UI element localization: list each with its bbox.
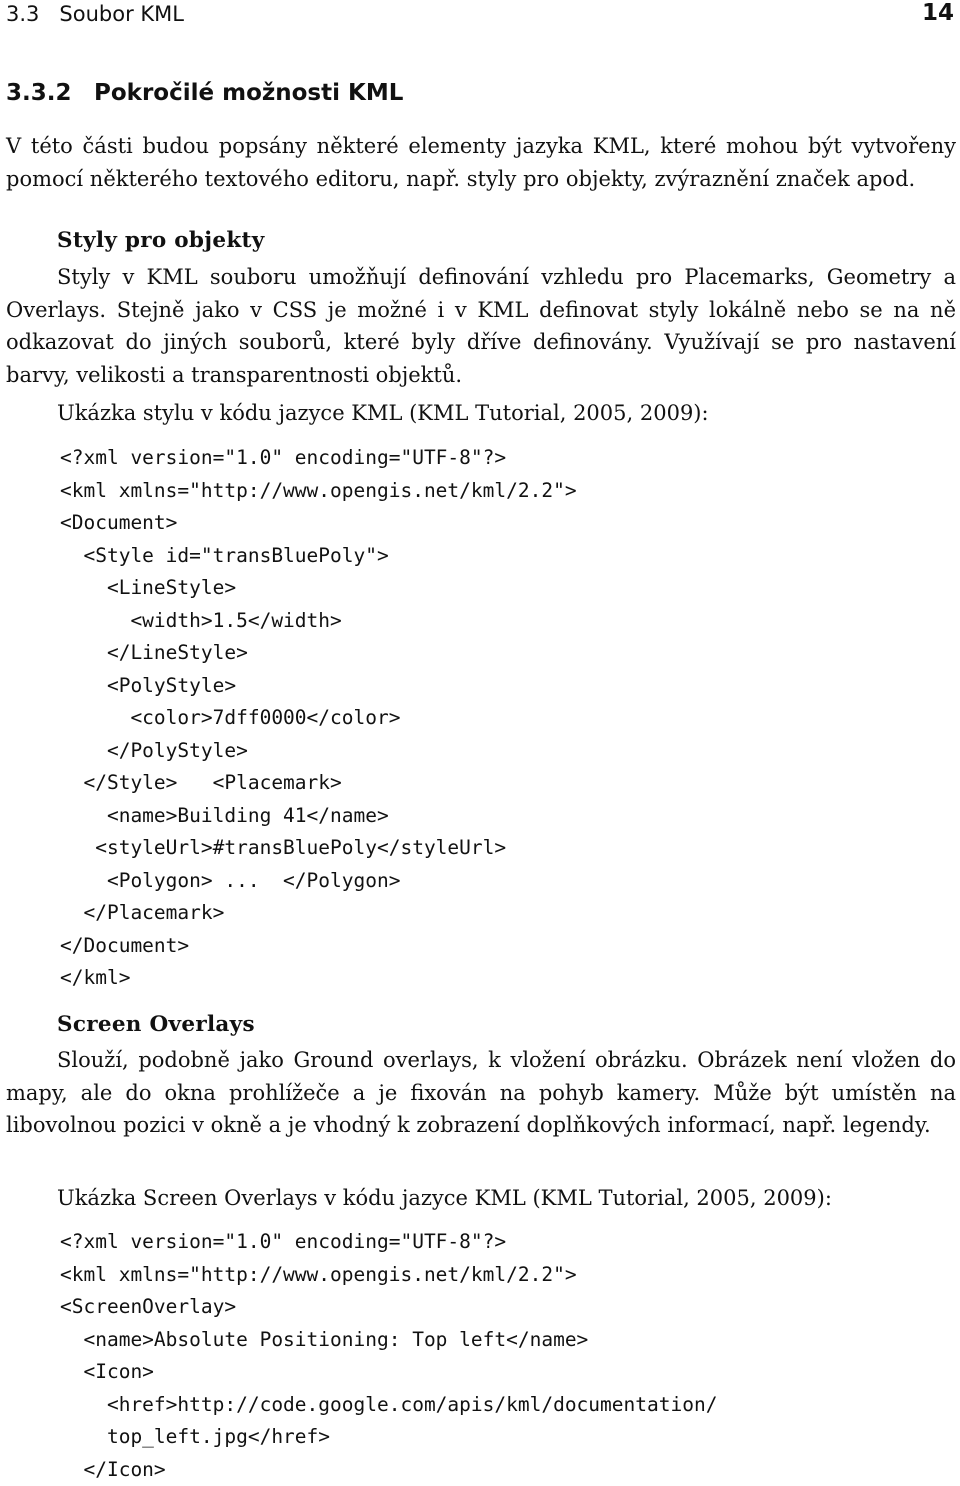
code-line: </Icon> xyxy=(60,1454,717,1486)
code-line: <kml xmlns="http://www.opengis.net/kml/2.2"> xyxy=(60,475,577,508)
section-number: 3.3.2 xyxy=(6,80,94,106)
code-line: <Polygon> ... </Polygon> xyxy=(60,865,577,898)
styles-paragraph: Styly v KML souboru umožňují definování vzhledu pro Placemarks, Geometry a Overlays. Stejně jako v CSS je možné i v KML definovat styly lokálně nebo se na ně odkazovat do jiných souborů, které byly dříve definovány. Využívají se pro nastavení barvy, velikosti a transparentnosti objektů. xyxy=(6,261,956,391)
code-line: </LineStyle> xyxy=(60,637,577,670)
code-line: <ScreenOverlay> xyxy=(60,1291,717,1324)
code-line: <Icon> xyxy=(60,1356,717,1389)
screen-overlays-heading: Screen Overlays xyxy=(57,1012,255,1037)
code-line: <color>7dff0000</color> xyxy=(60,702,577,735)
running-header xyxy=(6,0,954,30)
screen-overlays-paragraph: Slouží, podobně jako Ground overlays, k vložení obrázku. Obrázek není vložen do mapy, ale do okna prohlížeče a je fixován na pohyb kamery. Může být umístěn na libovolnou pozici v okně a je vhodný k zobrazení doplňkových informací, např. legendy. xyxy=(6,1044,956,1142)
code-line: </Document> xyxy=(60,930,577,963)
code-line: <?xml version="1.0" encoding="UTF-8"?> xyxy=(60,442,577,475)
code-line: <Document> xyxy=(60,507,577,540)
code-line: <name>Absolute Positioning: Top left</name> xyxy=(60,1324,717,1357)
code-line: <href>http://code.google.com/apis/kml/documentation/ xyxy=(60,1389,717,1422)
styles-code-block xyxy=(60,442,577,995)
section-title: Pokročilé možnosti KML xyxy=(94,80,403,106)
code-line: </Style> <Placemark> xyxy=(60,767,577,800)
screen-overlays-code-block xyxy=(60,1226,717,1486)
code-line: <Style id="transBluePoly"> xyxy=(60,540,577,573)
intro-paragraph: V této části budou popsány některé elementy jazyka KML, které mohou být vytvořeny pomocí některého textového editoru, např. styly pro objekty, zvýraznění značek apod. xyxy=(6,130,956,195)
code-line: </kml> xyxy=(60,962,577,995)
code-line: top_left.jpg</href> xyxy=(60,1421,717,1454)
code-line: </Placemark> xyxy=(60,897,577,930)
styles-heading: Styly pro objekty xyxy=(57,228,265,253)
code-line: <LineStyle> xyxy=(60,572,577,605)
running-title: 3.3 Soubor KML xyxy=(6,2,184,26)
styles-example-intro: Ukázka stylu v kódu jazyce KML (KML Tutorial, 2005, 2009): xyxy=(57,401,709,425)
code-line: <name>Building 41</name> xyxy=(60,800,577,833)
code-line: <styleUrl>#transBluePoly</styleUrl> xyxy=(60,832,577,865)
code-line: <PolyStyle> xyxy=(60,670,577,703)
code-line: <?xml version="1.0" encoding="UTF-8"?> xyxy=(60,1226,717,1259)
page-number: 14 xyxy=(922,0,954,26)
section-heading xyxy=(6,80,403,106)
screen-overlays-example-intro: Ukázka Screen Overlays v kódu jazyce KML (KML Tutorial, 2005, 2009): xyxy=(57,1186,832,1210)
code-line: <width>1.5</width> xyxy=(60,605,577,638)
code-line: </PolyStyle> xyxy=(60,735,577,768)
code-line: <kml xmlns="http://www.opengis.net/kml/2.2"> xyxy=(60,1259,717,1292)
